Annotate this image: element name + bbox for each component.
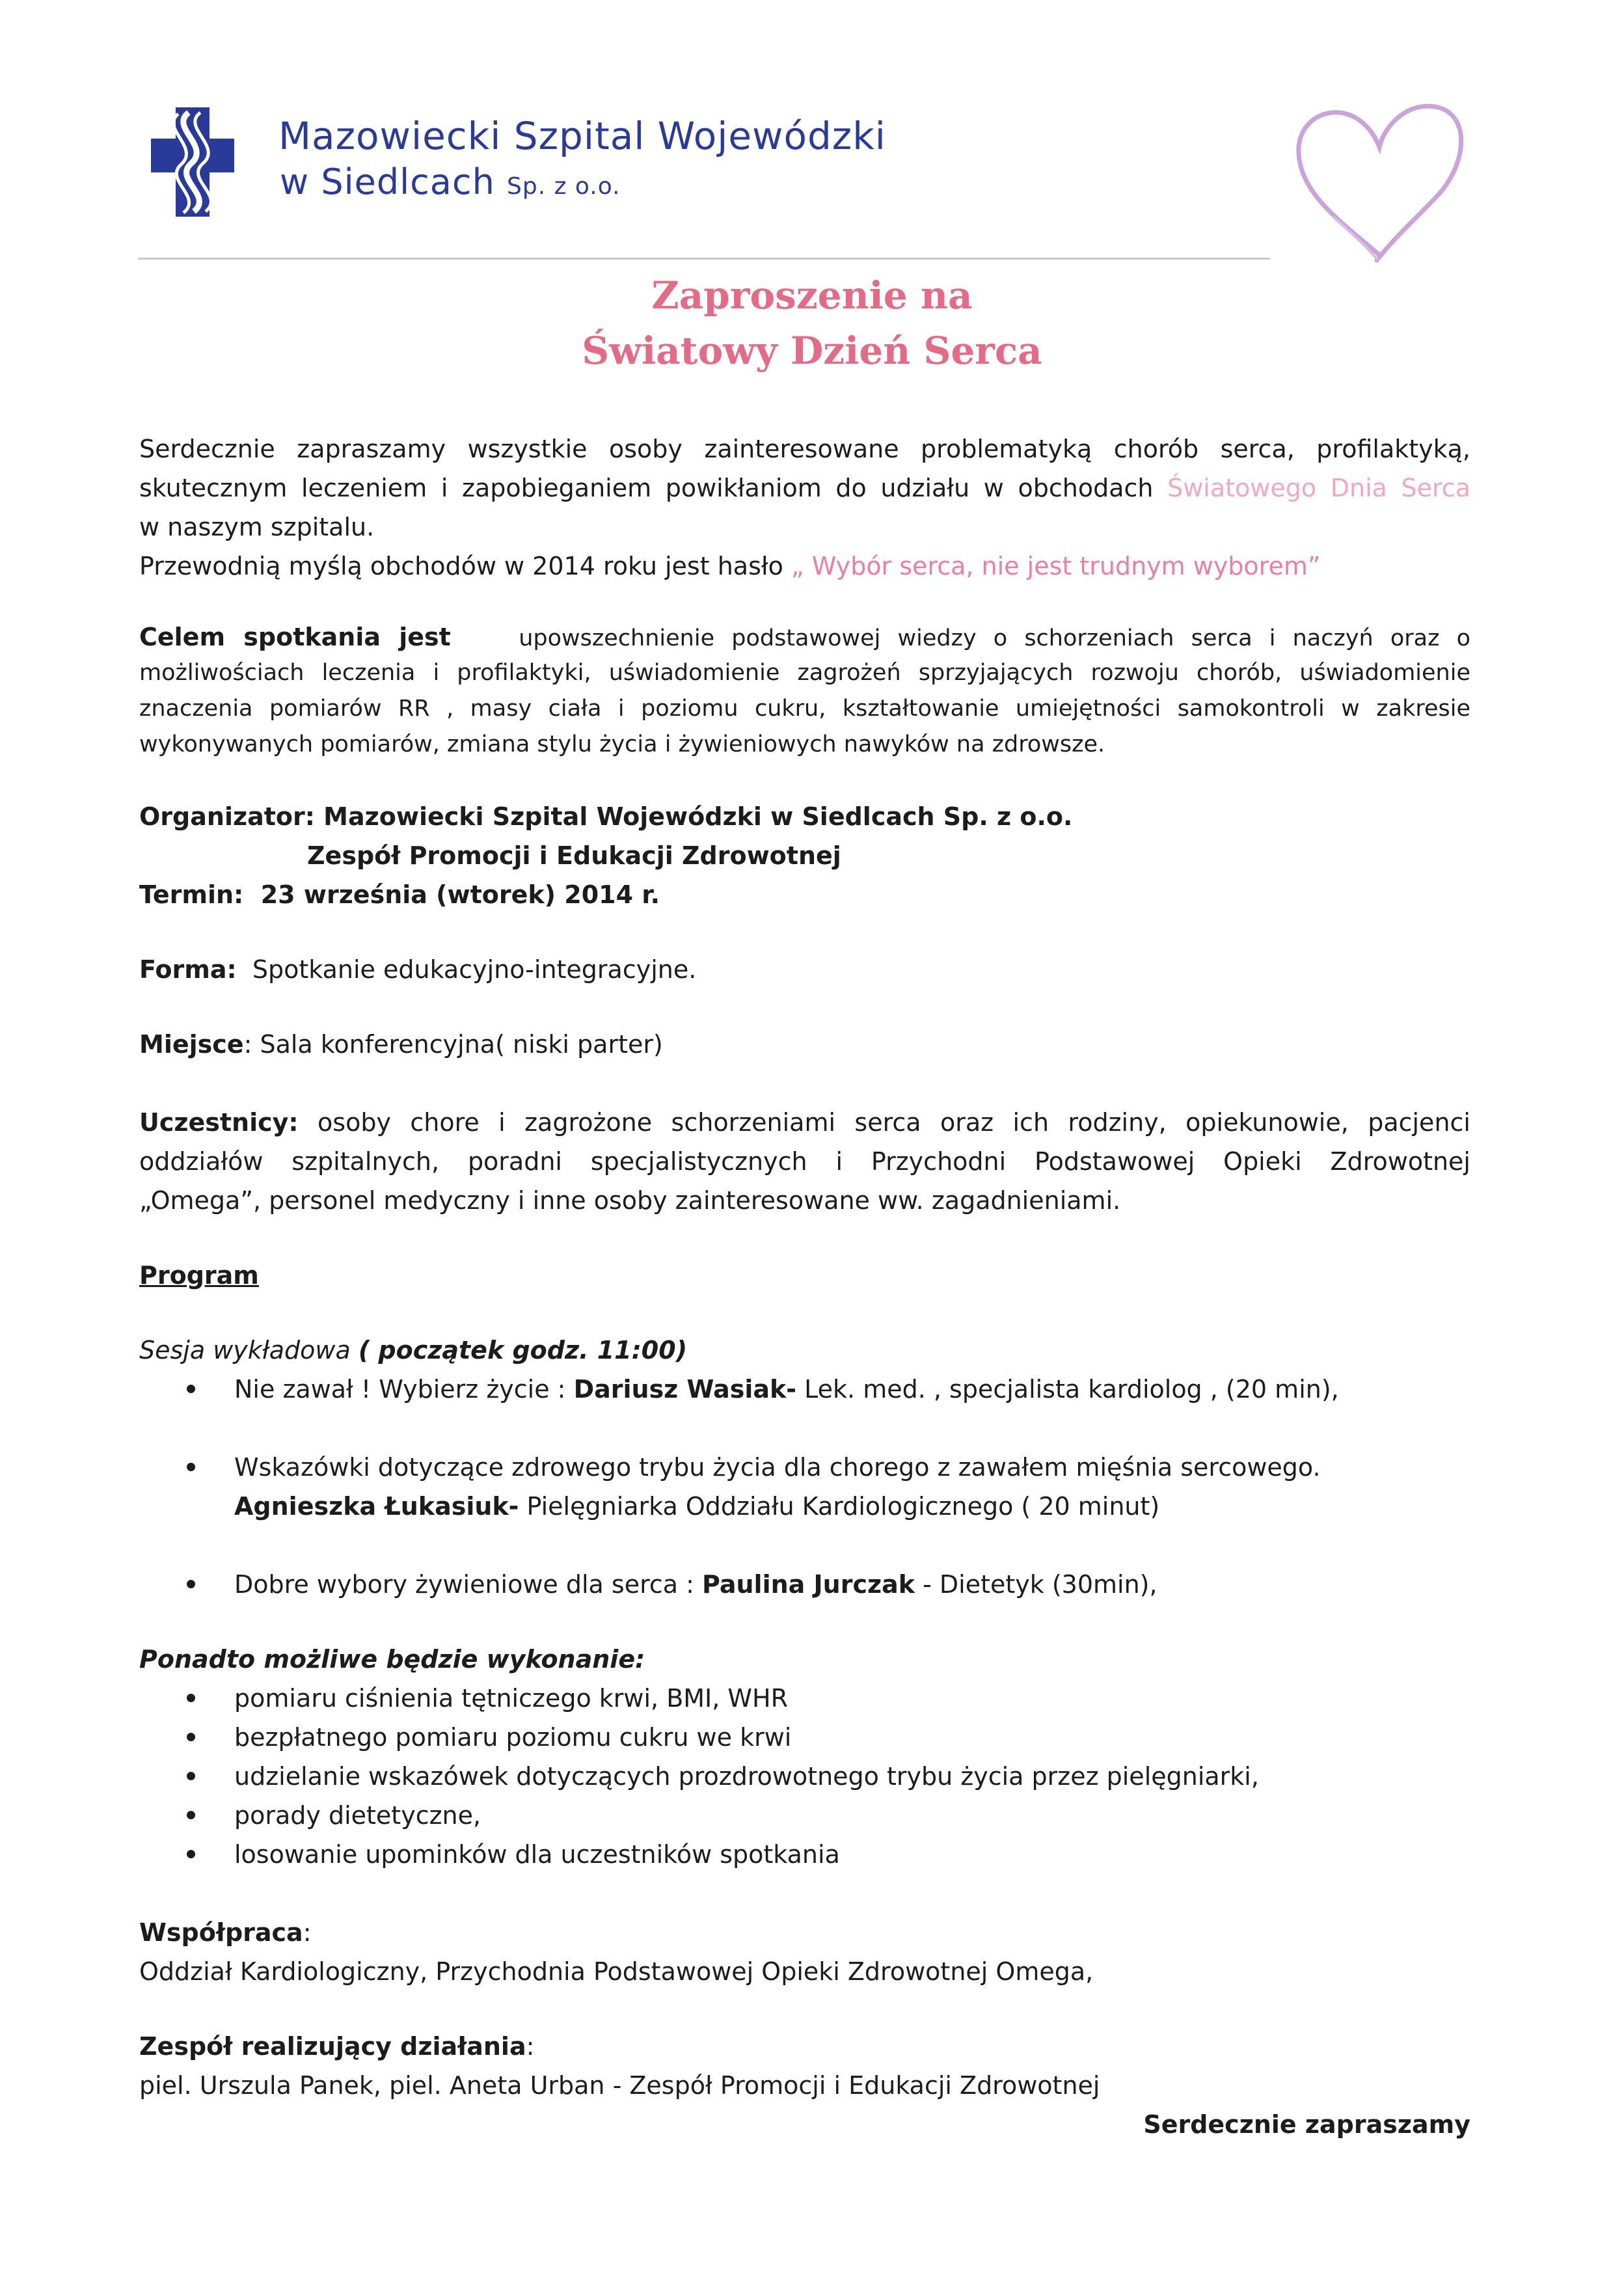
participants-label: Uczestnicy:	[139, 1108, 299, 1137]
extras-item: losowanie upominków dla uczestników spotkania	[234, 1840, 840, 1869]
term-value: 23 września (wtorek) 2014 r.	[260, 880, 660, 909]
organization-location	[280, 161, 621, 202]
place-label: Miejsce	[139, 1030, 244, 1059]
extras-item: pomiaru ciśnienia tętniczego krwi, BMI, WHR	[234, 1684, 788, 1713]
extras-item: bezpłatnego pomiaru poziomu cukru we krwi	[234, 1723, 792, 1752]
bullet-icon	[187, 1694, 195, 1702]
hospital-logo-icon	[151, 107, 234, 217]
lecture-3-speaker: Paulina Jurczak	[702, 1570, 915, 1599]
extras-item: porady dietetyczne,	[234, 1801, 481, 1830]
cooperation-label: Współpraca	[139, 1918, 303, 1947]
cooperation-colon: :	[303, 1918, 312, 1947]
intro-line-1: Serdecznie zapraszamy wszystkie osoby zainteresowane problematyką chorób serca, profilaktyką,	[139, 435, 1470, 463]
bullet-icon	[187, 1580, 195, 1588]
session-time: ( początek godz. 11:00)	[358, 1336, 688, 1364]
place-line	[139, 1025, 663, 1064]
title-line-2: Światowy Dzień Serca	[582, 329, 1042, 373]
organizer-line	[139, 797, 1072, 836]
bullet-icon	[187, 1850, 195, 1858]
lecture-3-details: - Dietetyk (30min),	[915, 1570, 1157, 1599]
heart-icon	[1282, 85, 1477, 267]
bullet-icon	[187, 1811, 195, 1819]
lecture-3-title: Dobre wybory żywieniowe dla serca :	[234, 1570, 703, 1599]
goal-line-1-text: upowszechnienie podstawowej wiedzy o schorzeniach serca i naczyń oraz o	[519, 625, 1470, 651]
organization-name: Mazowiecki Szpital Wojewódzki	[278, 114, 886, 158]
bullet-icon	[187, 1733, 195, 1741]
organizer-label: Organizator:	[139, 802, 324, 831]
term-line	[139, 875, 660, 914]
cooperation-value: Oddział Kardiologiczny, Przychodnia Podstawowej Opieki Zdrowotnej Omega,	[139, 1957, 1094, 1986]
form-value: Spotkanie edukacyjno-integracyjne.	[252, 955, 697, 984]
goal-line-3: znaczenia pomiarów RR , masy ciała i poziomu cukru, kształtowanie umiejętności samokontroli w zakresie	[139, 696, 1470, 722]
cooperation-heading	[139, 1913, 312, 1952]
lecture-3	[234, 1565, 1157, 1604]
lecture-2-title: Wskazówki dotyczące zdrowego trybu życia dla chorego z zawałem mięśnia sercowego.	[234, 1453, 1321, 1482]
lecture-2-speaker: Agnieszka Łukasiuk-	[234, 1492, 519, 1521]
bullet-icon	[187, 1463, 195, 1471]
place-value: : Sala konferencyjna( niski parter)	[243, 1030, 663, 1059]
participants-line-2: oddziałów szpitalnych, poradni specjalistycznych i Przychodni Podstawowej Opieki Zdrowotnej	[139, 1147, 1470, 1176]
title-line-1: Zaproszenie na	[651, 273, 973, 318]
form-label: Forma:	[139, 955, 237, 984]
goal-line-1	[139, 619, 1470, 657]
goal-label: Celem spotkania jest	[139, 623, 451, 651]
session-label: Sesja wykładowa	[139, 1336, 359, 1364]
closing-text: Serdecznie zapraszamy	[1143, 2110, 1470, 2139]
bullet-icon	[187, 1385, 195, 1393]
lecture-2-details: Pielęgniarka Oddziału Kardiologicznego ( 20 minut)	[519, 1492, 1160, 1521]
intro-line-4	[139, 547, 1321, 586]
extras-heading: Ponadto możliwe będzie wykonanie:	[139, 1645, 645, 1674]
motto-highlight: „ Wybór serca, nie jest trudnym wyborem”	[791, 552, 1321, 580]
lecture-1	[234, 1370, 1339, 1409]
participants-line-1	[139, 1103, 1470, 1142]
lecture-1-speaker: Dariusz Wasiak-	[573, 1375, 797, 1404]
intro-line-3: w naszym szpitalu.	[139, 513, 375, 541]
lecture-2-speaker-line	[234, 1487, 1159, 1526]
session-heading	[139, 1331, 687, 1370]
team-value: piel. Urszula Panek, piel. Aneta Urban - Zespół Promocji i Edukacji Zdrowotnej	[139, 2071, 1100, 2100]
header-divider	[138, 258, 1270, 260]
program-heading: Program	[139, 1261, 259, 1290]
team-label: Zespół realizujący działania	[139, 2032, 526, 2061]
organization-legal-form: Sp. z o.o.	[506, 173, 621, 200]
participants-line-1-text: osoby chore i zagrożone schorzeniami serca oraz ich rodziny, opiekunowie, pacjenci	[318, 1108, 1470, 1137]
lecture-1-details: Lek. med. , specjalista kardiolog , (20 min),	[796, 1375, 1339, 1404]
intro-line-2-text: skutecznym leczeniem i zapobieganiem powikłaniom do udziału w obchodach	[139, 474, 1168, 502]
intro-line-2	[139, 468, 1470, 508]
goal-line-2: możliwościach leczenia i profilaktyki, uświadomienie zagrożeń sprzyjających rozwoju chorób, uświadomienie	[139, 660, 1470, 686]
team-colon: :	[526, 2032, 535, 2061]
lecture-1-title: Nie zawał ! Wybierz życie :	[234, 1375, 574, 1404]
motto-intro: Przewodnią myślą obchodów w 2014 roku jest hasło	[139, 552, 791, 580]
goal-line-4: wykonywanych pomiarów, zmiana stylu życia i żywieniowych nawyków na zdrowsze.	[139, 731, 1105, 757]
organization-city: w Siedlcach	[280, 161, 507, 202]
event-name-highlight: Światowego Dnia Serca	[1167, 474, 1470, 502]
organizer-team: Zespół Promocji i Edukacji Zdrowotnej	[307, 841, 841, 870]
term-label: Termin:	[139, 880, 244, 909]
participants-line-3: „Omega”, personel medyczny i inne osoby zainteresowane ww. zagadnieniami.	[139, 1186, 1121, 1215]
organizer-name: Mazowiecki Szpital Wojewódzki w Siedlcach Sp. z o.o.	[323, 802, 1073, 831]
team-heading	[139, 2027, 534, 2066]
form-line	[139, 950, 696, 989]
extras-item: udzielanie wskazówek dotyczących prozdrowotnego trybu życia przez pielęgniarki,	[234, 1762, 1259, 1791]
bullet-icon	[187, 1772, 195, 1780]
